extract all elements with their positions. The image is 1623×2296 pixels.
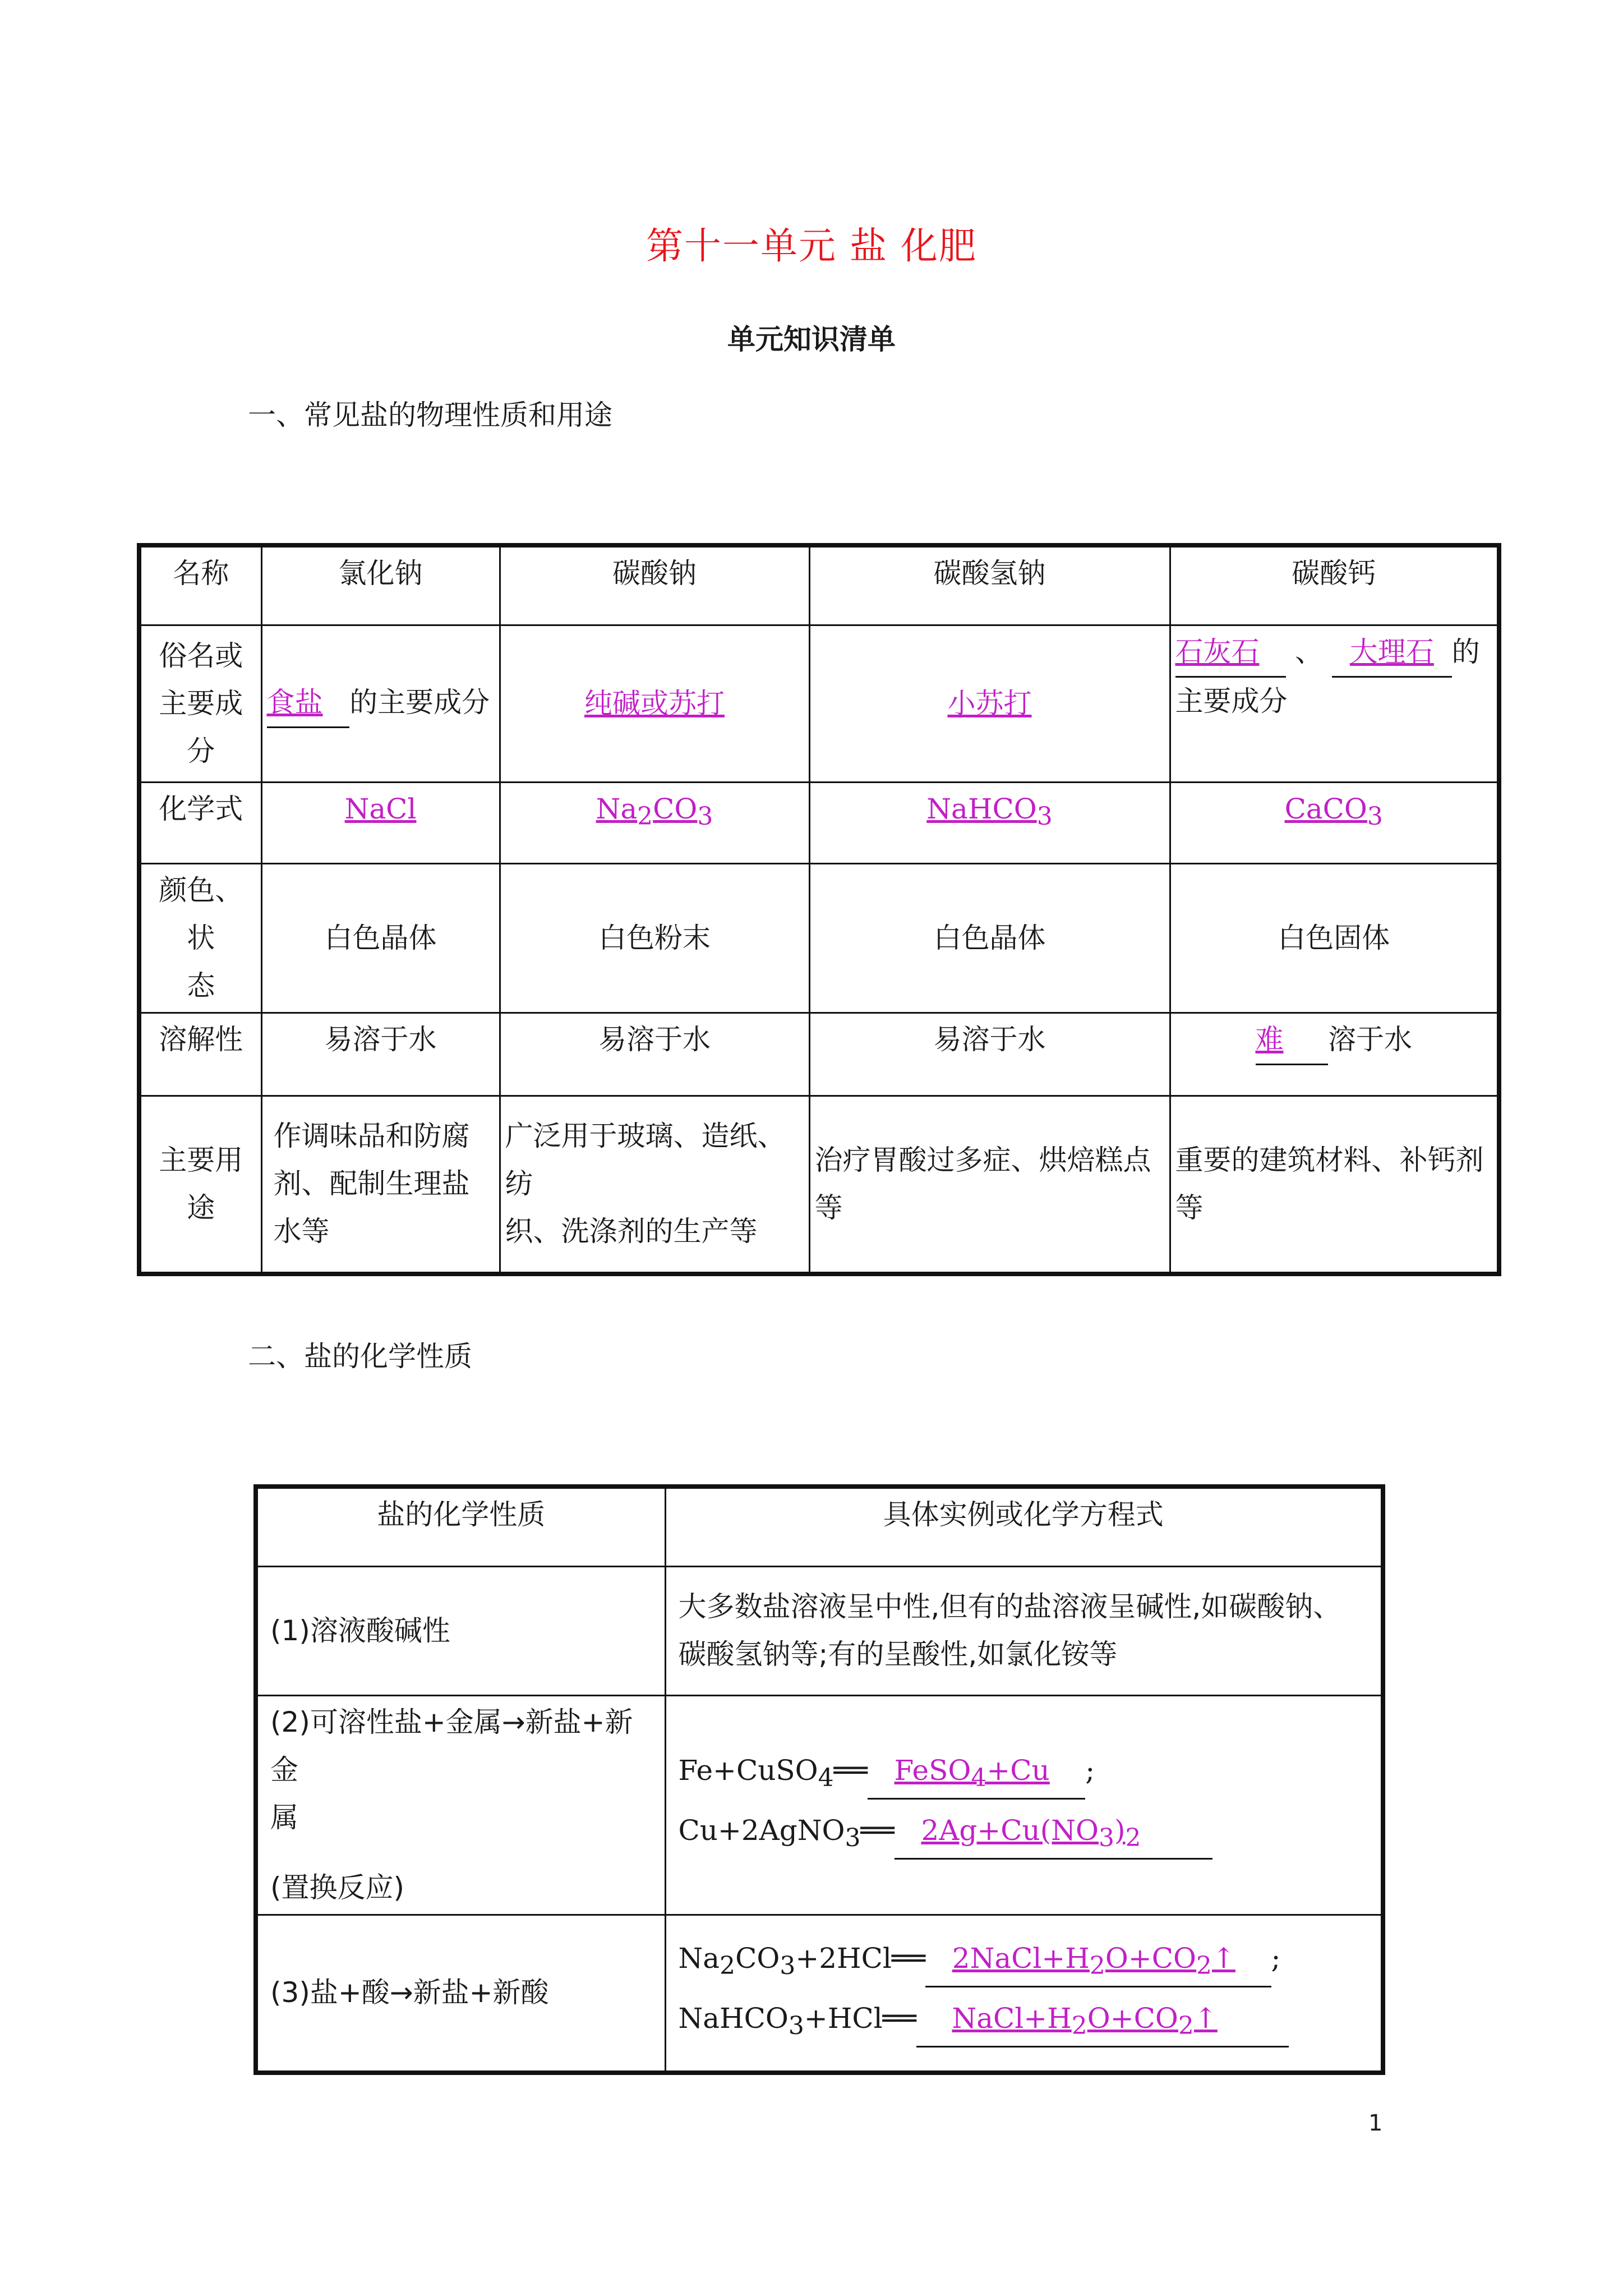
row-label-formula: 化学式: [139, 782, 261, 863]
equals-sign: ══: [833, 1754, 868, 1787]
header-property: 盐的化学性质: [256, 1487, 665, 1566]
cell-property-displacement: (2)可溶性盐+金属→新盐+新金 属 (置换反应): [256, 1695, 665, 1915]
table-row-common-name: [139, 625, 1499, 782]
cell-na2co3-common-name: [500, 625, 809, 782]
cell-caco3-state: 白色固体: [1170, 863, 1499, 1013]
cell-nahco3-solubility: 易溶于水: [809, 1013, 1170, 1096]
cell-caco3-solubility: 难 溶于水: [1170, 1013, 1499, 1096]
equals-sign: ══: [891, 1941, 926, 1975]
cell-na2co3-use: 广泛用于玻璃、造纸、纺 织、洗涤剂的生产等: [500, 1096, 809, 1274]
equation-cu-agno3: Cu+2AgNO$_3$══ $2Ag+Cu(NO_3)_2$: [679, 1805, 1377, 1865]
equation-na2co3-hcl: $Na_2CO_3+2HCl══$ $2NaCl+H_2O+CO_2↑$ ;: [679, 1933, 1377, 1993]
cell-nahco3-formula: NaHCO$_3$: [809, 782, 1170, 863]
section-heading-physical: 一、常见盐的物理性质和用途: [248, 399, 612, 431]
cell-property-acid: (3)盐+酸→新盐+新酸: [256, 1915, 665, 2073]
cell-caco3-use: 重要的建筑材料、补钙剂 等: [1170, 1096, 1499, 1274]
cell-na2co3-solubility: 易溶于水: [500, 1013, 809, 1096]
header-example: 具体实例或化学方程式: [665, 1487, 1383, 1566]
answer-nacl-common-name: 食盐: [266, 686, 323, 719]
table2-row-displacement: [256, 1695, 1383, 1915]
answer-caco3-limestone: 石灰石: [1175, 635, 1260, 668]
cell-nacl-common-name: 食盐 的主要成分: [261, 625, 500, 782]
cell-nahco3-common-name: [809, 625, 1170, 782]
gas-arrow-icon: ↑: [1212, 1941, 1235, 1975]
cell-na2co3-state: 白色粉末: [500, 863, 809, 1013]
header-na2co3: 碳酸钠: [500, 545, 809, 625]
cell-nacl-use: 作调味品和防腐 剂、配制生理盐 水等: [261, 1096, 500, 1274]
cell-nacl-solubility: 易溶于水: [261, 1013, 500, 1096]
table2-header-row: [256, 1487, 1383, 1566]
equation-fe-cuso4: Fe+CuSO$_4$══ FeSO$_4$+Cu ;: [679, 1745, 1377, 1805]
answer-na2co3-common-name: 纯碱或苏打: [584, 687, 725, 720]
section-heading-chemical: 二、盐的化学性质: [248, 1340, 472, 1373]
table2-row-acidity: [256, 1566, 1383, 1695]
header-nacl: 氯化钠: [261, 545, 500, 625]
header-nahco3: 碳酸氢钠: [809, 545, 1170, 625]
cell-caco3-formula: CaCO$_3$: [1170, 782, 1499, 863]
header-caco3: 碳酸钙: [1170, 545, 1499, 625]
row-label-solubility: 溶解性: [139, 1013, 261, 1096]
table2-row-acid: [256, 1915, 1383, 2073]
cell-na2co3-formula: $Na_2CO_3$: [500, 782, 809, 863]
table-row-use: [139, 1096, 1499, 1274]
equation-nahco3-hcl: NaHCO$_3$+HCl══ $NaCl+H_2O+CO_2↑$: [679, 1993, 1377, 2053]
row-label-state: 颜色、状 态: [139, 863, 261, 1013]
table-row-formula: [139, 782, 1499, 863]
table-header-row: [139, 545, 1499, 625]
cell-nacl-state: 白色晶体: [261, 863, 500, 1013]
salt-chemical-properties-table: [253, 1484, 1385, 2075]
table-row-solubility: [139, 1013, 1499, 1096]
answer-caco3-solubility: 难: [1255, 1023, 1284, 1056]
row-label-common-name: 俗名或 主要成分: [139, 625, 261, 782]
row-label-use: 主要用途: [139, 1096, 261, 1274]
header-name: 名称: [139, 545, 261, 625]
cell-property-acidity: (1)溶液酸碱性: [256, 1566, 665, 1695]
gas-arrow-icon: ↑: [1193, 2001, 1218, 2035]
page-subtitle: 单元知识清单: [727, 323, 896, 356]
cell-caco3-common-name: 石灰石 、 大理石 的 主要成分: [1170, 625, 1499, 782]
cell-equations-acid: [665, 1915, 1383, 2073]
equals-sign: ══: [882, 2001, 916, 2035]
cell-nacl-formula: NaCl: [261, 782, 500, 863]
salt-physical-properties-table: [137, 543, 1501, 1276]
table-row-state: [139, 863, 1499, 1013]
page-title: 第十一单元 盐 化肥: [646, 224, 977, 268]
answer-nahco3-common-name: 小苏打: [947, 687, 1032, 720]
cell-example-acidity: 大多数盐溶液呈中性,但有的盐溶液呈碱性,如碳酸钠、 碳酸氢钠等;有的呈酸性,如氯化铵等: [665, 1566, 1383, 1695]
page-number: 1: [1368, 2110, 1383, 2136]
equals-sign: ══: [860, 1814, 895, 1847]
cell-nahco3-state: 白色晶体: [809, 863, 1170, 1013]
cell-equations-displacement: [665, 1695, 1383, 1915]
cell-nahco3-use: 治疗胃酸过多症、烘焙糕点 等: [809, 1096, 1170, 1274]
answer-caco3-marble: 大理石: [1349, 635, 1434, 668]
